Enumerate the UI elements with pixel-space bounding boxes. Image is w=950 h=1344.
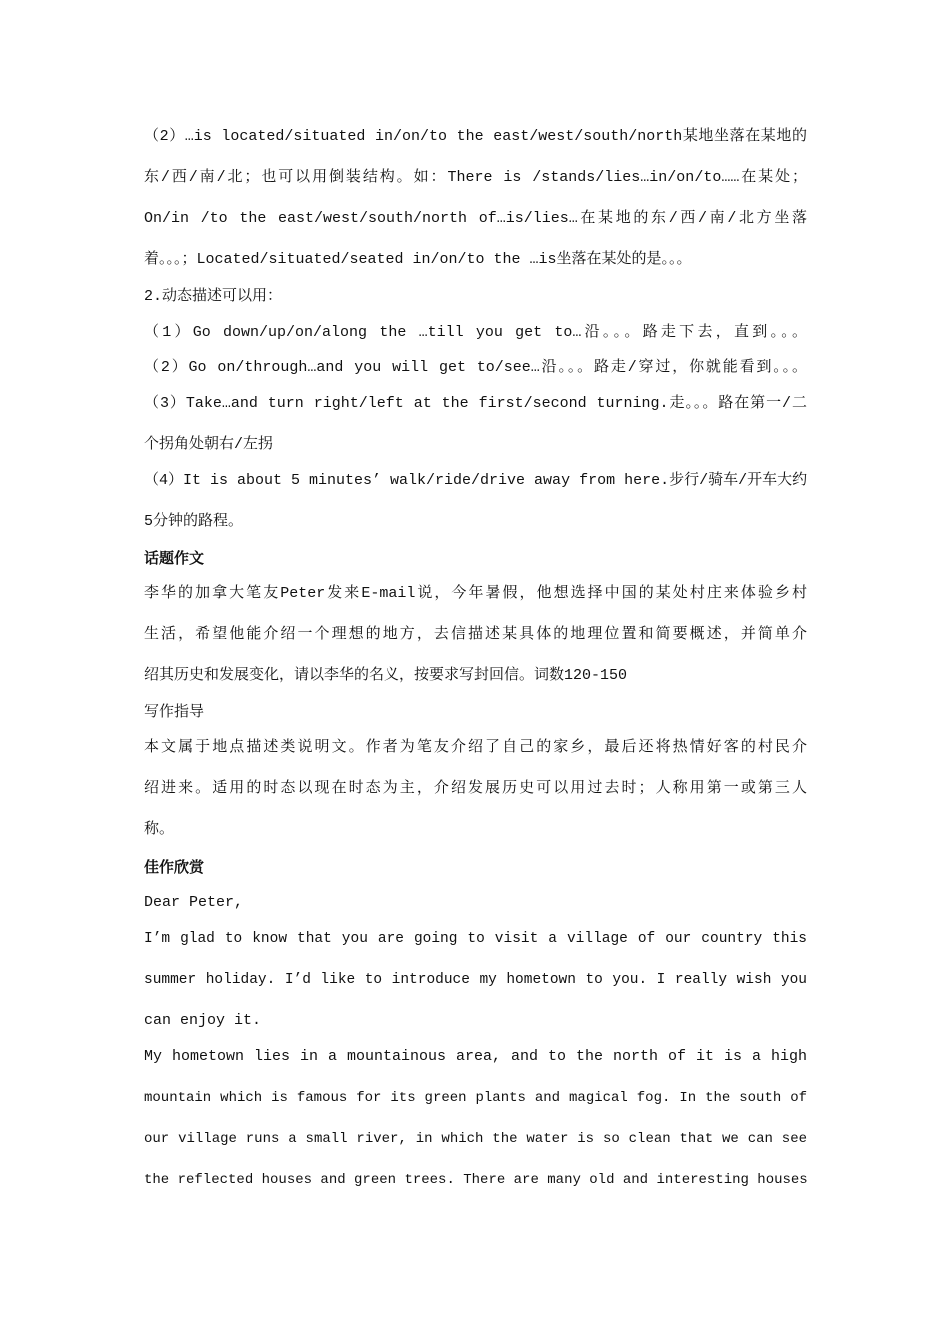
text-line: can enjoy it. xyxy=(144,1012,262,1029)
text-line: 绍进来。适用的时态以现在时态为主，介绍发展历史可以用过去时；人称用第一或第三人 xyxy=(144,780,807,797)
text-line: mountain which is famous for its green plants and magical fog. In the south of xyxy=(144,1090,807,1106)
text-line: 5分钟的路程。 xyxy=(144,513,244,530)
text-line: On/in /to the east/west/south/north of…is/lies…在某地的东/西/南/北方坐落 xyxy=(144,210,807,227)
text-line: the reflected houses and green trees. There are many old and interesting houses xyxy=(144,1172,808,1188)
text-line: 2.动态描述可以用： xyxy=(144,288,283,305)
section-heading: 话题作文 xyxy=(144,549,205,567)
text-line: summer holiday. I’d like to introduce my hometown to you. I really wish you xyxy=(144,972,807,988)
text-line: （2）Go on/through…and you will get to/see…沿。。。路走/穿过，你就能看到。。。 xyxy=(144,359,807,376)
letter-salutation: Dear Peter, xyxy=(144,894,244,911)
text-line: 本文属于地点描述类说明文。作者为笔友介绍了自己的家乡，最后还将热情好客的村民介 xyxy=(144,739,807,756)
section-heading: 佳作欣赏 xyxy=(144,858,205,876)
text-line: I’m glad to know that you are going to visit a village of our country this xyxy=(144,931,807,947)
text-line: 着。。。；Located/situated/seated in/on/to the …is坐落在某处的是。。。 xyxy=(144,251,692,268)
text-line: （4）It is about 5 minutes’ walk/ride/drive away from here.步行/骑车/开车大约 xyxy=(144,472,808,489)
text-line: 绍其历史和发展变化，请以李华的名义，按要求写封回信。词数120-150 xyxy=(144,667,628,684)
text-line: My hometown lies in a mountainous area, and to the north of it is a high xyxy=(144,1048,807,1065)
text-line: 个拐角处朝右/左拐 xyxy=(144,436,274,453)
text-line: 东/西/南/北；也可以用倒装结构。如：There is /stands/lies…in/on/to……在某处； xyxy=(144,169,807,186)
text-line: 生活，希望他能介绍一个理想的地方，去信描述某具体的地理位置和简要概述，并简单介 xyxy=(144,626,807,643)
text-line: 称。 xyxy=(144,821,175,838)
text-line: （3）Take…and turn right/left at the first/second turning.走。。。路在第一/二 xyxy=(144,395,807,412)
text-line: （2）…is located/situated in/on/to the east/west/south/north某地坐落在某地的 xyxy=(144,128,807,145)
text-line: （1）Go down/up/on/along the …till you get to…沿。。。路走下去，直到。。。 xyxy=(144,324,807,341)
text-line: 李华的加拿大笔友Peter发来E-mail说，今年暑假，他想选择中国的某处村庄来体验乡村 xyxy=(144,585,807,602)
subheading: 写作指导 xyxy=(144,704,205,721)
text-line: our village runs a small river, in which the water is so clean that we can see xyxy=(144,1131,807,1147)
